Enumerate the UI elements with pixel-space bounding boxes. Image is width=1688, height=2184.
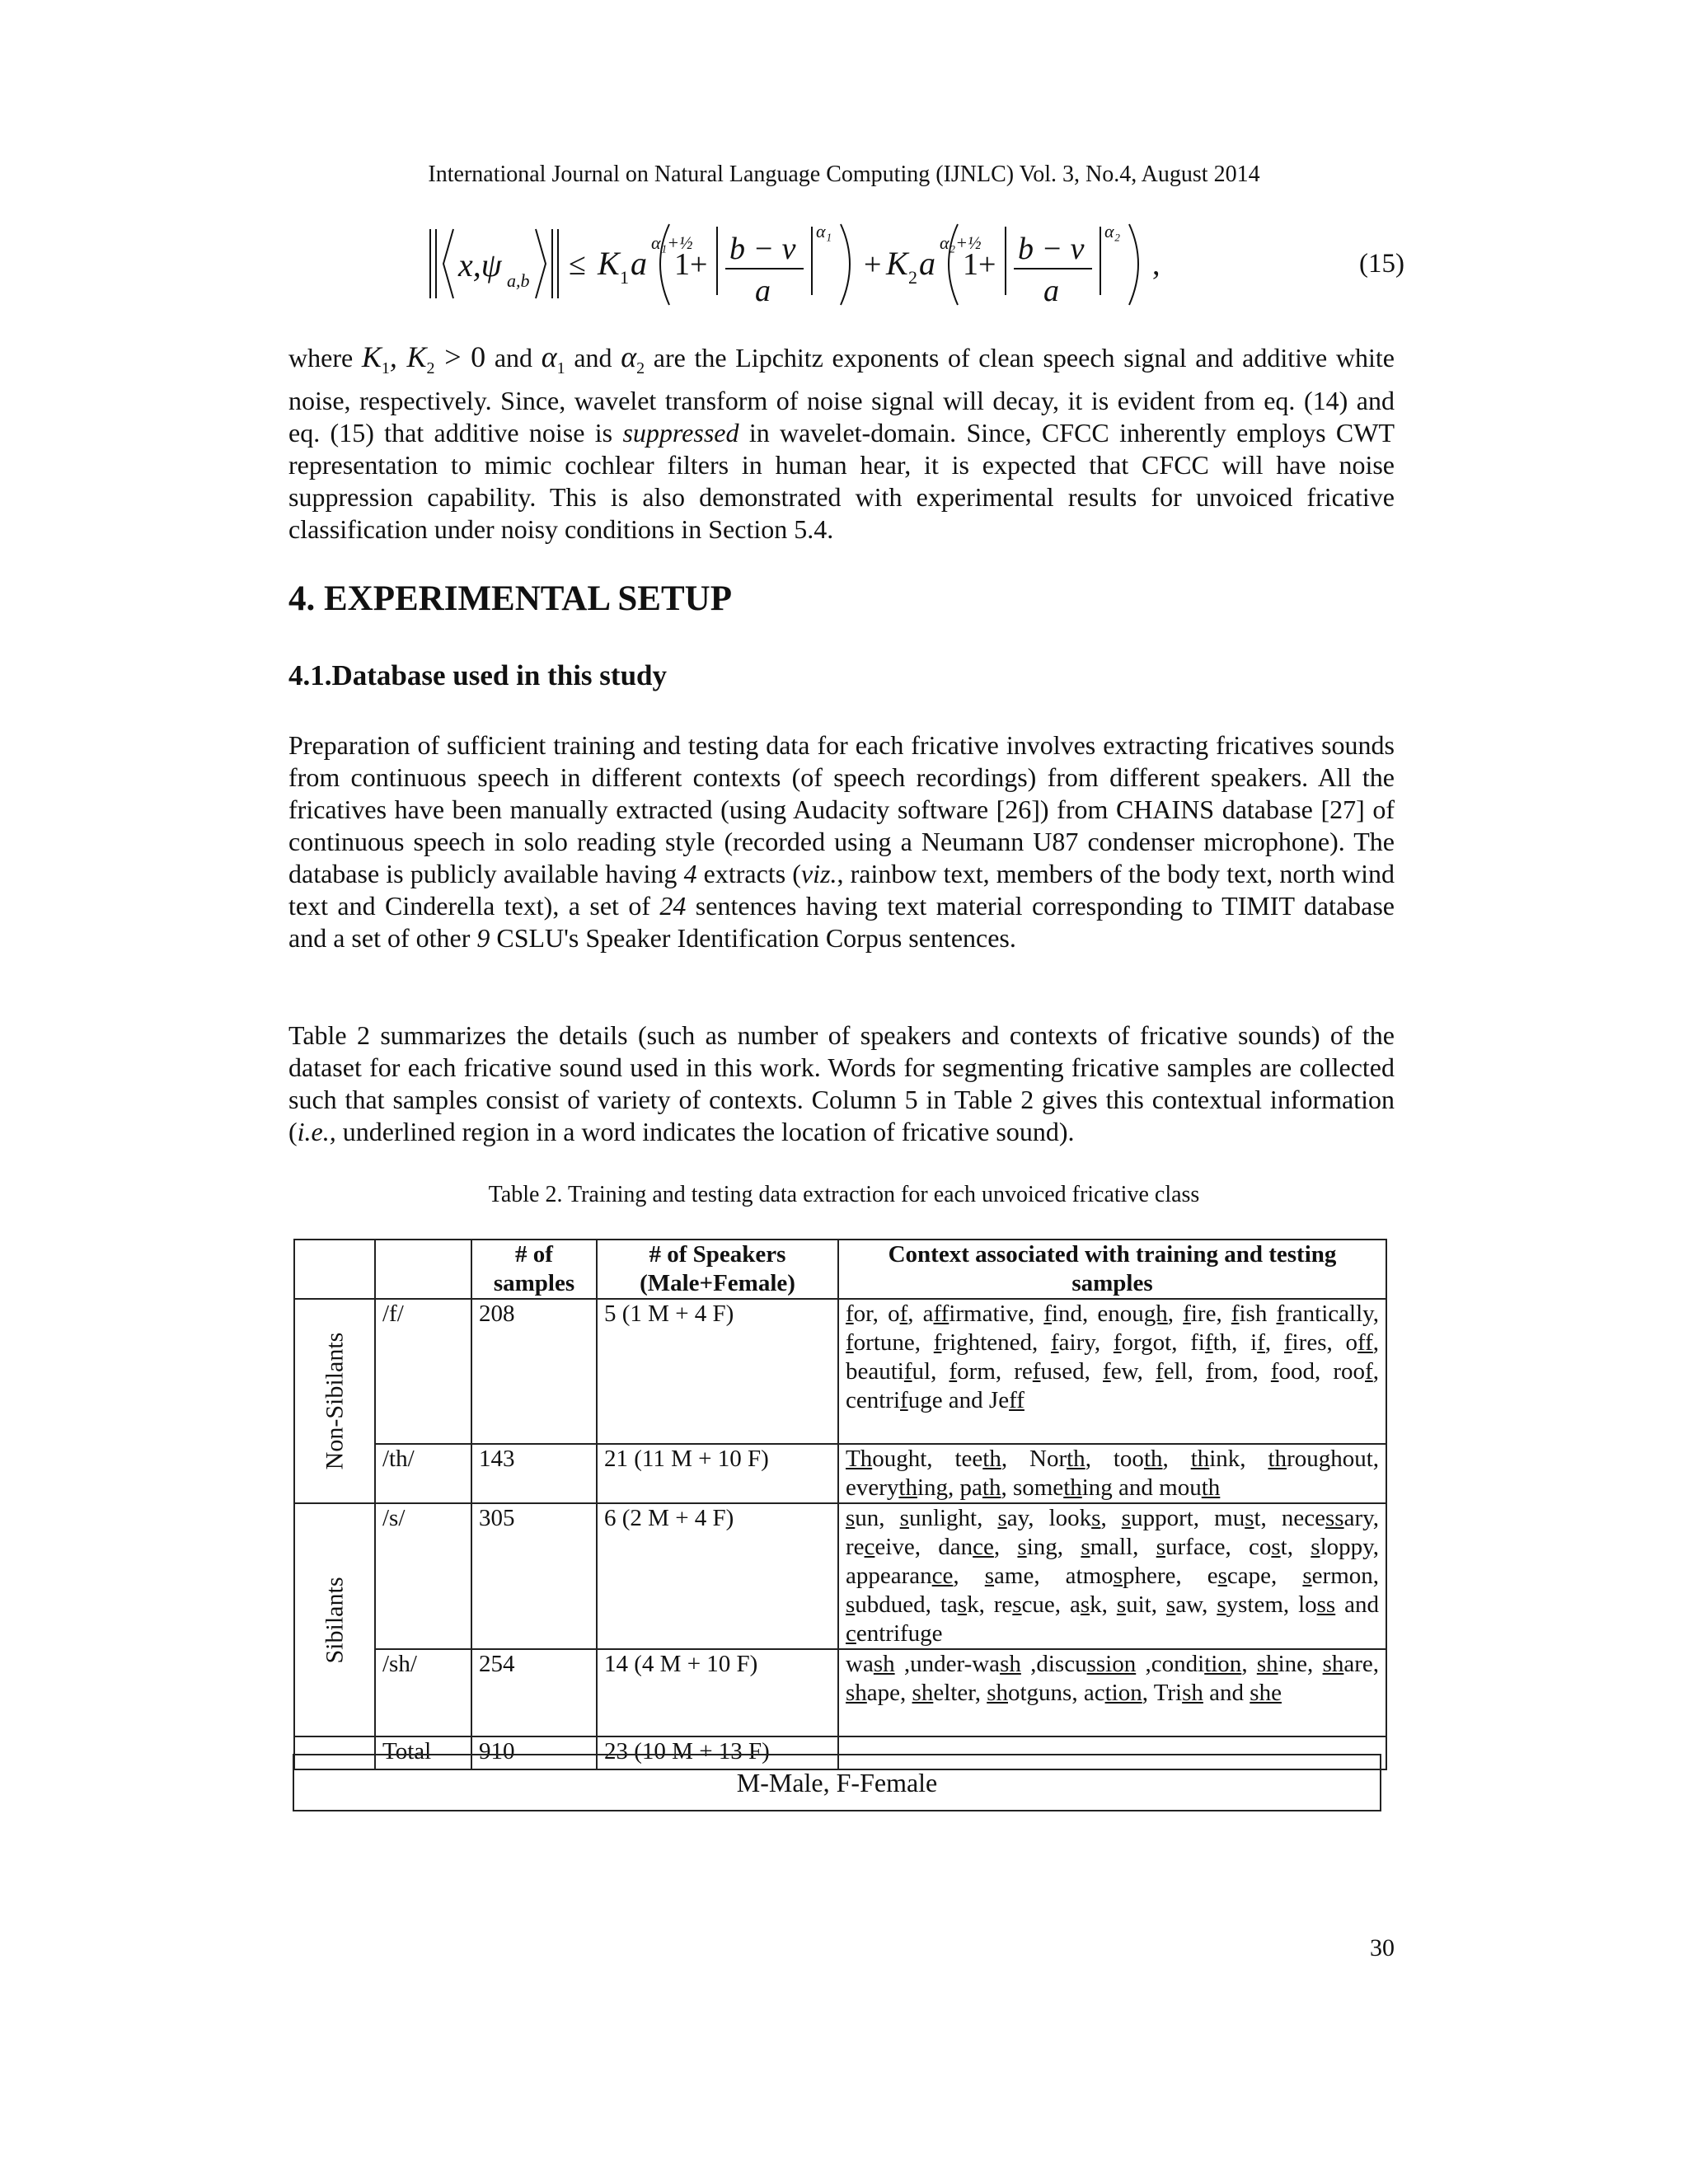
table-header-row bbox=[294, 1240, 1386, 1299]
eq-lhs: x,ψ bbox=[458, 246, 502, 284]
eq-lhs-sub: a,b bbox=[507, 270, 530, 291]
eq-den-1: a bbox=[755, 274, 771, 308]
header-samples: # of samples bbox=[471, 1240, 597, 1299]
equation-15 bbox=[412, 190, 1484, 326]
section-heading: 4. EXPERIMENTAL SETUP bbox=[288, 579, 732, 618]
eq-exp1: α₁+½ bbox=[651, 232, 693, 253]
eq-k2: K bbox=[886, 245, 908, 282]
samples-cell: 910 bbox=[471, 1736, 597, 1769]
eq-k2-sub: 2 bbox=[908, 267, 917, 288]
paragraph-lipchitz: where $K_1$, $K_2 > 0$ and $\alpha_1$ and $\alpha_2$ are the Lipchitz exponents of clean speech signal and additive white noise, respectively. Since, wavelet transform of noise signal will decay, it is evident from eq. (14) and eq. (15) that additive noise is suppressed in wavelet-domain. Since, CFCC inherently employs CWT representation to mimic cochlear filters in human hear, it is expected that CFCC will have noise suppression capability. This is also demonstrated with experimental results for unvoiced fricative classification under noisy conditions in Section 5.4. bbox=[288, 340, 1395, 545]
speakers-cell: 14 (4 M + 10 F) bbox=[597, 1649, 838, 1736]
context-cell: Thought, teeth, North, tooth, think, throughout, everything, path, something and mouth bbox=[838, 1444, 1386, 1503]
paragraph-table-summary: Table 2 summarizes the details (such as number of speakers and contexts of fricative sounds) of the dataset for each fricative sound used in this work. Words for segmenting fricative samples are collected such that samples consist of variety of contexts. Column 5 in Table 2 gives this contextual information (i.e., underlined region in a word indicates the location of fricative sound). bbox=[288, 1020, 1395, 1146]
eq-rel: ≤ bbox=[569, 247, 586, 282]
eq-exp2: α₂+½ bbox=[940, 232, 982, 253]
eq-num-2: b − v bbox=[1018, 232, 1085, 266]
group-label: Sibilants bbox=[321, 1576, 349, 1664]
fricative-cell: Total bbox=[375, 1736, 471, 1769]
table-caption: Table 2. Training and testing data extraction for each unvoiced fricative class bbox=[488, 1182, 1200, 1207]
fricative-cell: /s/ bbox=[375, 1503, 471, 1649]
text-where: where bbox=[288, 343, 362, 373]
fricative-cell: /f/ bbox=[375, 1299, 471, 1444]
table-row bbox=[294, 1503, 1386, 1649]
eq-pow-2: α₂ bbox=[1104, 221, 1121, 241]
eq-one-2: 1+ bbox=[963, 247, 996, 282]
group-cell bbox=[294, 1503, 375, 1736]
samples-cell: 305 bbox=[471, 1503, 597, 1649]
math-k1k2: $K_1$, $K_2 > 0$ bbox=[361, 340, 486, 378]
fricative-cell: /th/ bbox=[375, 1444, 471, 1503]
group-label: Non-Sibilants bbox=[321, 1332, 349, 1470]
page-number: 30 bbox=[1370, 1934, 1395, 1961]
samples-cell: 254 bbox=[471, 1649, 597, 1736]
header-speakers: # of Speakers (Male+Female) bbox=[597, 1240, 838, 1299]
table-legend: M-Male, F-Female bbox=[293, 1754, 1381, 1811]
math-alpha1: $\alpha_1$ bbox=[541, 340, 565, 378]
samples-cell: 143 bbox=[471, 1444, 597, 1503]
group-cell bbox=[294, 1299, 375, 1503]
eq-a2: a bbox=[919, 245, 935, 282]
eq-plus: + bbox=[864, 247, 882, 282]
eq-a1: a bbox=[631, 245, 647, 282]
context-cell: for, of, affirmative, find, enough, fire, fish frantically, fortune, frightened, fairy, forgot, fifth, if, fires, off, beautiful, form, refused, few, fell, from, food, roof, centrifuge and Jeff bbox=[838, 1299, 1386, 1444]
speakers-cell: 21 (11 M + 10 F) bbox=[597, 1444, 838, 1503]
table-row bbox=[294, 1299, 1386, 1444]
eq-den-2: a bbox=[1043, 274, 1059, 308]
header-fricative bbox=[375, 1240, 471, 1299]
speakers-cell: 23 (10 M + 13 F) bbox=[597, 1736, 838, 1769]
samples-cell: 208 bbox=[471, 1299, 597, 1444]
header-context: Context associated with training and testing samples bbox=[838, 1240, 1386, 1299]
eq-k1: K bbox=[598, 245, 620, 282]
journal-header: International Journal on Natural Language Computing (IJNLC) Vol. 3, No.4, August 2014 bbox=[428, 162, 1260, 187]
context-cell: sun, sunlight, say, looks, support, must, necessary, receive, dance, sing, small, surface, cost, sloppy, appearance, same, atmosphere, escape, sermon, subdued, task, rescue, ask, suit, saw, system, loss and centrifuge bbox=[838, 1503, 1386, 1649]
equation-number: (15) bbox=[1359, 249, 1404, 279]
speakers-cell: 5 (1 M + 4 F) bbox=[597, 1299, 838, 1444]
eq-pow-1: α₁ bbox=[816, 221, 832, 241]
paragraph-database: Preparation of sufficient training and testing data for each fricative involves extracting fricatives sounds from continuous speech in different contexts (of speech recordings) from different speakers. All the fricatives have been manually extracted (using Audacity software [26]) from CHAINS database [27] of continuous speech in solo reading style (recorded using a Neumann U87 condenser microphone). The database is publicly available having 4 extracts (viz., rainbow text, members of the body text, north wind text and Cinderella text), a set of 24 sentences having text material corresponding to TIMIT database and a set of other 9 CSLU's Speaker Identification Corpus sentences. bbox=[288, 730, 1395, 953]
eq-num-1: b − v bbox=[729, 232, 796, 266]
header-group bbox=[294, 1240, 375, 1299]
eq-comma: , bbox=[1152, 247, 1160, 282]
eq-k1-sub: 1 bbox=[620, 267, 629, 288]
table-row bbox=[294, 1649, 1386, 1736]
fricative-cell: /sh/ bbox=[375, 1649, 471, 1736]
math-alpha2: $\alpha_2$ bbox=[621, 340, 645, 378]
subsection-heading: 4.1.Database used in this study bbox=[288, 659, 667, 691]
fricative-table bbox=[293, 1239, 1387, 1770]
eq-one-1: 1+ bbox=[674, 247, 708, 282]
speakers-cell: 6 (2 M + 4 F) bbox=[597, 1503, 838, 1649]
context-cell: wash ,under-wash ,discussion ,condition, shine, share, shape, shelter, shotguns, action, Trish and she bbox=[838, 1649, 1386, 1736]
table-row bbox=[294, 1444, 1386, 1503]
